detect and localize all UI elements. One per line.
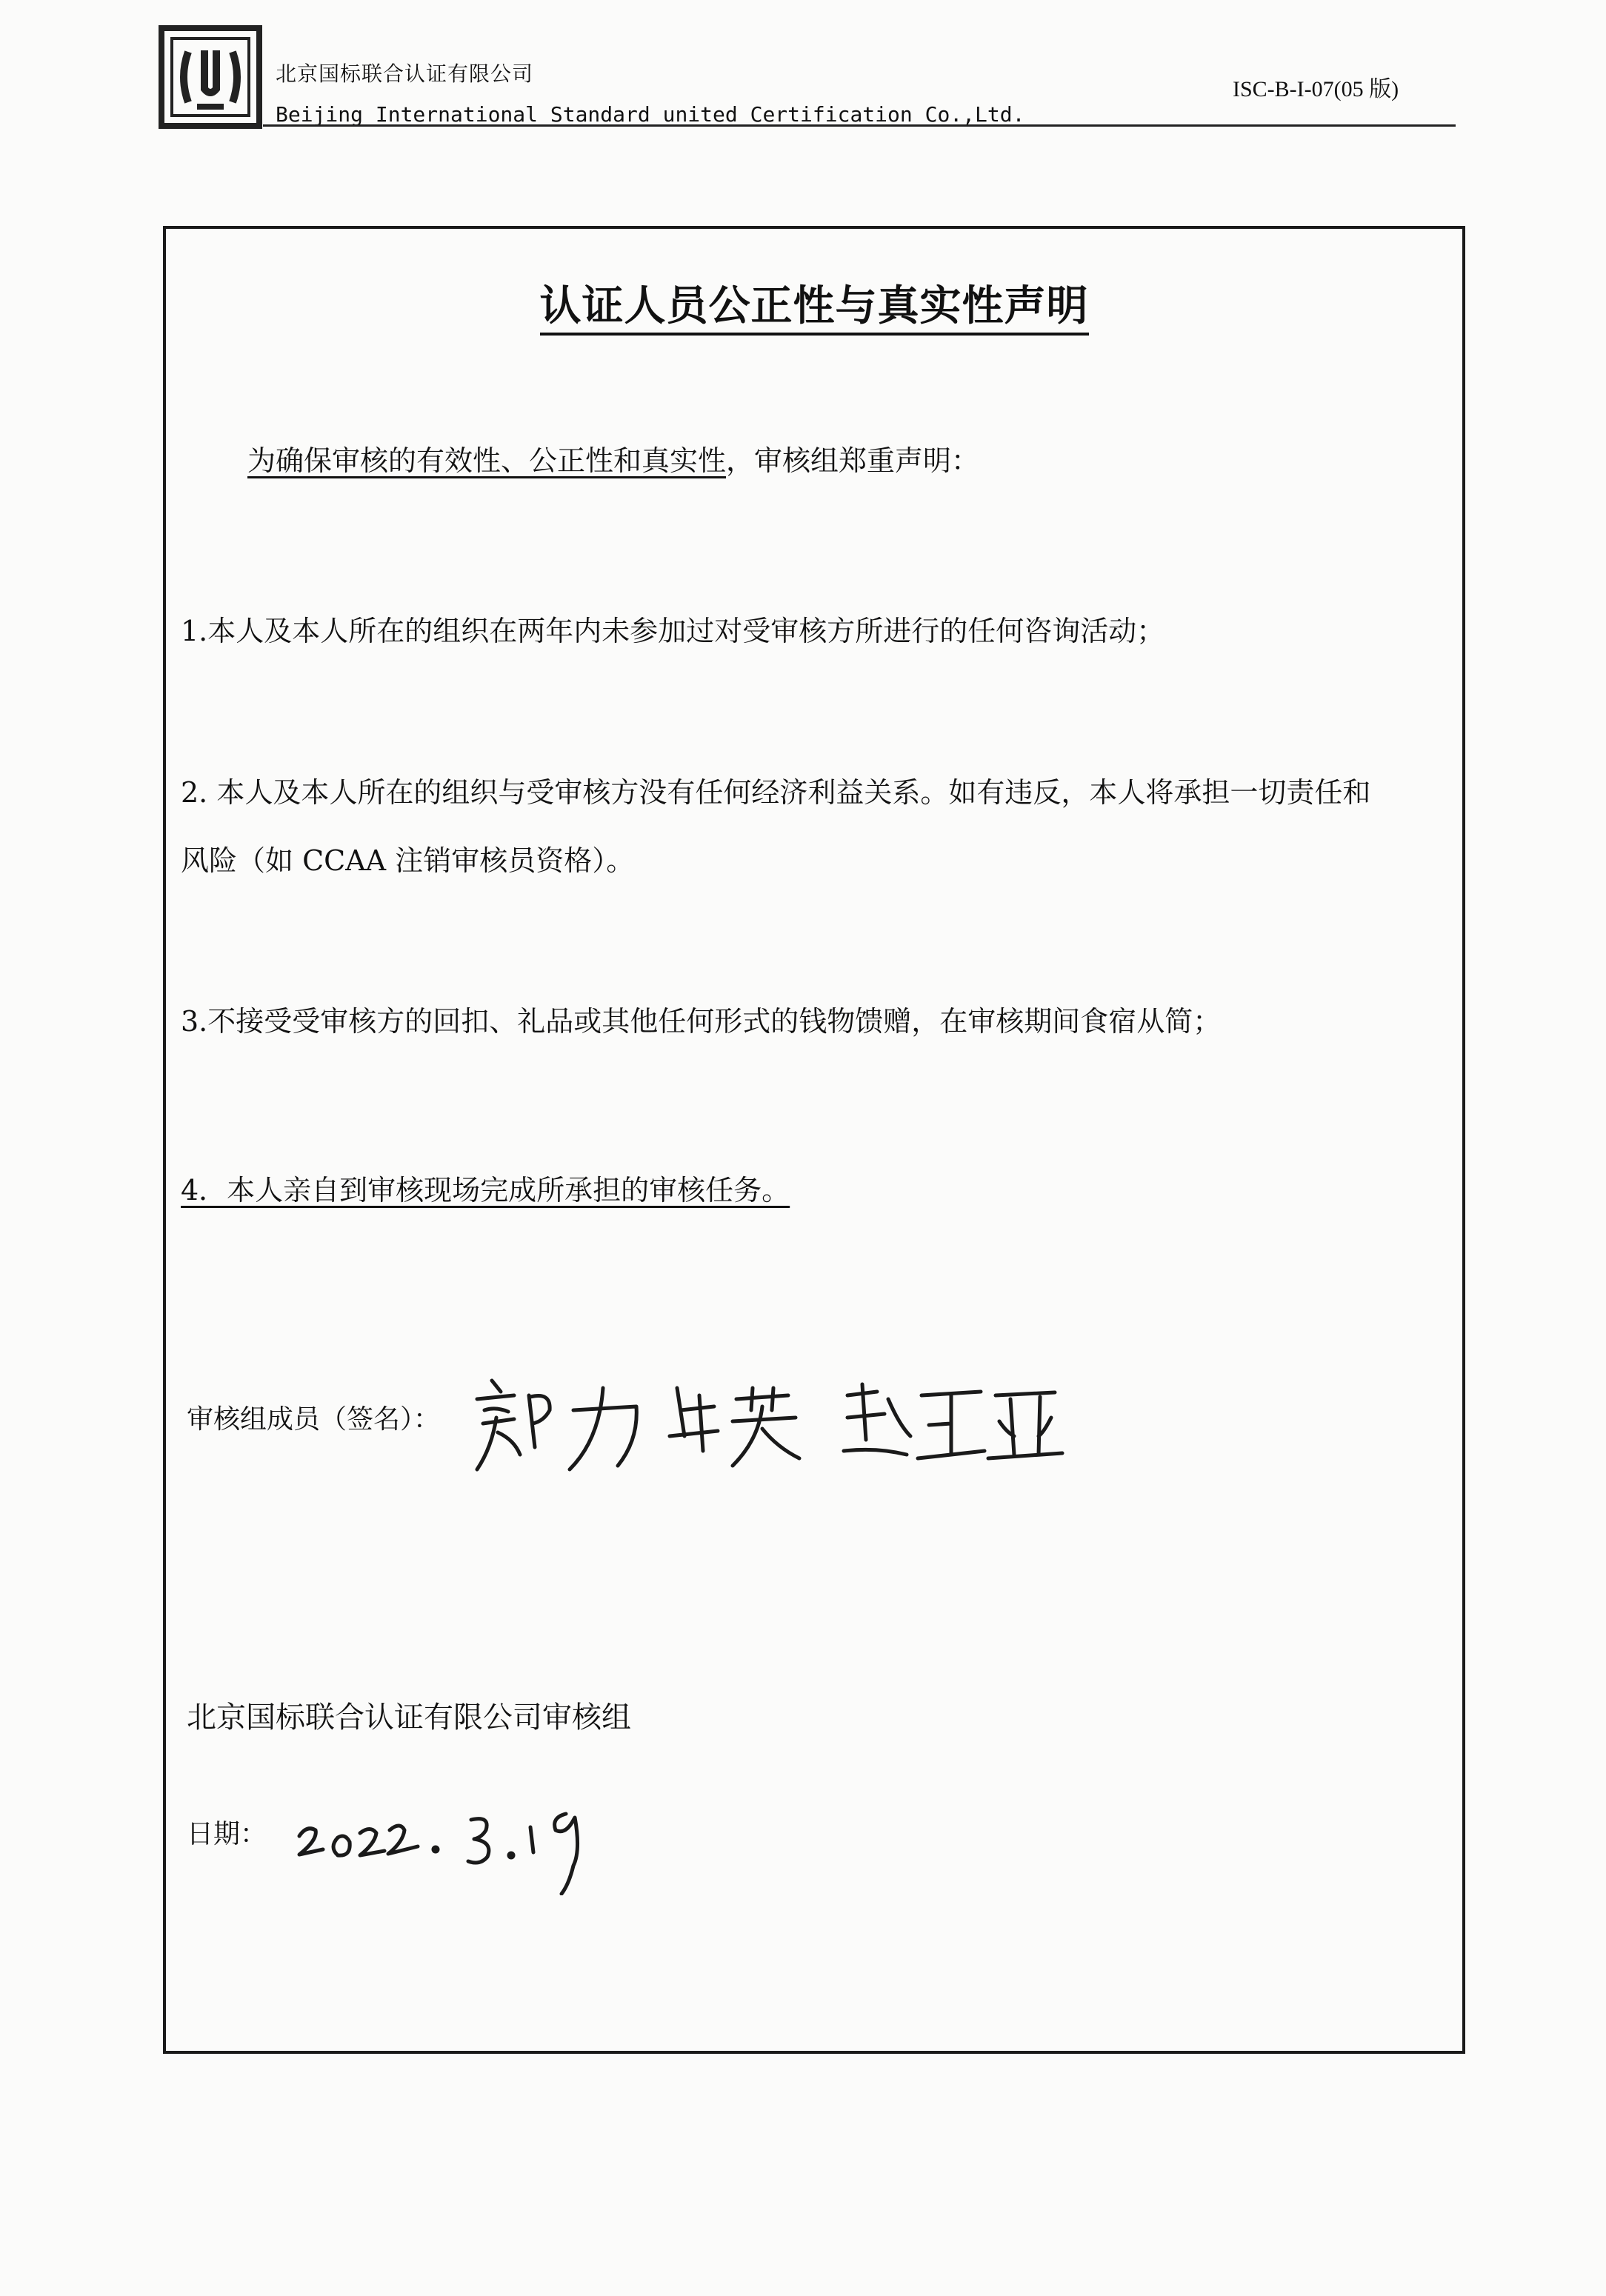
handwritten-signatures	[462, 1366, 1070, 1477]
audit-group-name: 北京国标联合认证有限公司审核组	[187, 1701, 631, 1735]
signature-label: 审核组成员（签名）：	[187, 1404, 441, 1435]
company-name-en: Beijing International Standard united Certification Co.,Ltd.	[276, 102, 1025, 127]
declaration-frame	[163, 226, 1465, 2054]
page-title	[166, 273, 1462, 333]
item-2-line-2: 风险（如 CCAA 注销审核员资格）。	[181, 844, 635, 877]
item-4	[181, 1173, 790, 1209]
item-3: 3.不接受受审核方的回扣、礼品或其他任何形式的钱物馈赠，在审核期间食宿从简；	[181, 1005, 1222, 1038]
handwritten-date	[277, 1784, 692, 1895]
intro-paragraph	[247, 444, 979, 479]
item-2-line-1: 2. 本人及本人所在的组织与受审核方没有任何经济利益关系。如有违反，本人将承担一切责任和	[181, 776, 1371, 809]
intro-underlined: 为确保审核的有效性、公正性和真实性	[247, 444, 727, 477]
document-code: ISC-B-I-07(05 版)	[1233, 77, 1399, 101]
item-1: 1.本人及本人所在的组织在两年内未参加过对受审核方所进行的任何咨询活动；	[181, 615, 1165, 647]
header-divider	[263, 124, 1456, 127]
date-label: 日期：	[187, 1819, 267, 1849]
item-4-text: 4．本人亲自到审核现场完成所承担的审核任务。	[181, 1174, 790, 1207]
intro-rest: ，审核组郑重声明：	[726, 444, 980, 477]
company-logo-icon	[159, 25, 262, 129]
company-name-cn: 北京国标联合认证有限公司	[276, 61, 534, 86]
page-title-text: 认证人员公正性与真实性声明	[540, 282, 1089, 336]
